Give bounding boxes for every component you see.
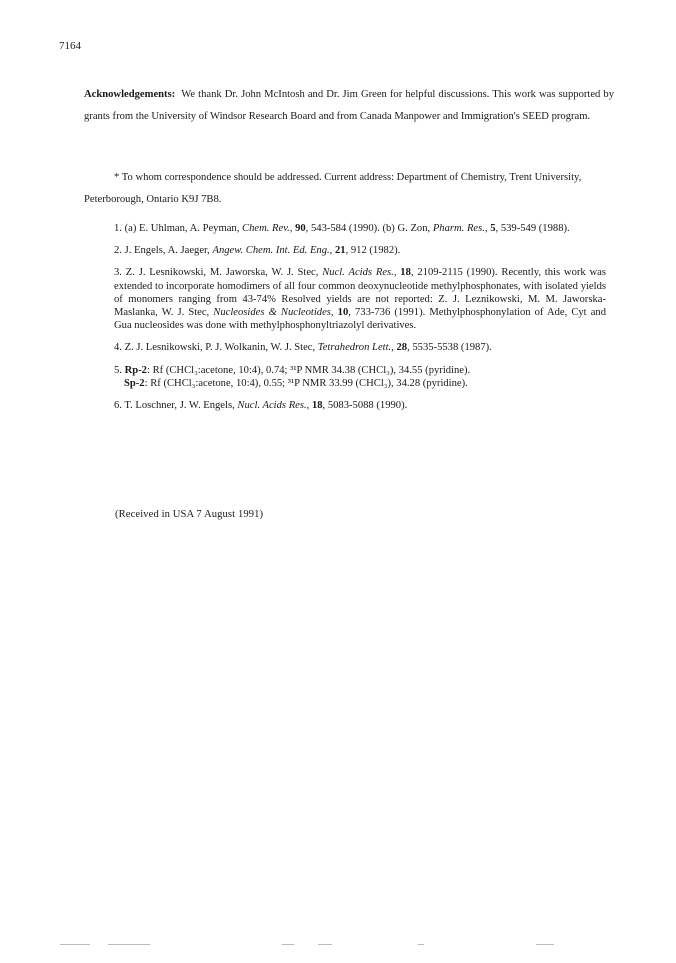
- reference-3: 3. Z. J. Lesnikowski, M. Jaworska, W. J. Stec, Nucl. Acids Res., 18, 2109-2115 (1990). Recently, this work was extended to incorporate homodimers of all four common deoxynucleotide methylphosphonates, with isolated yields of monomers ranging from 43-74% Resolved yields are not reported: Z. J. Leznikowski, M. M. Jaworska-Maslanka, W. J. Stec, Nucleosides & Nucleotides, 10, 733-736 (1991). Methylphosphonylation of Ade, Cyt and Gua nucleosides was done with methylphosphonyltriazolyl derivatives.: [114, 267, 607, 332]
- page-number: 7164: [59, 40, 81, 52]
- reference-6: 6. T. Loschner, J. W. Engels, Nucl. Acids Res., 18, 5083-5088 (1990).: [114, 400, 408, 412]
- footnote-text: To whom correspondence should be addressed. Current address: Department of Chemistry, Trent University, Peterborough, Ontario K9J 7B8.: [84, 172, 582, 205]
- acknowledgements-paragraph: [84, 84, 614, 128]
- acknowledgements-heading: Acknowledgements:: [84, 89, 176, 100]
- scan-artifact: [108, 944, 150, 945]
- reference-5: 5. Rp-2: Rf (CHCl₃:acetone, 10:4), 0.74; ³¹P NMR 34.38 (CHCl₃), 34.55 (pyridine). Sp-2: Rf (CHCl₃:acetone, 10:4), 0.55; ³¹P NMR 33.99 (CHCl₃), 34.28 (pyridine).: [114, 364, 606, 390]
- scan-artifact: [318, 944, 332, 945]
- reference-4: 4. Z. J. Lesnikowski, P. J. Wolkanin, W. J. Stec, Tetrahedron Lett., 28, 5535-5538 (1987).: [114, 342, 492, 354]
- scan-artifact: [60, 944, 90, 945]
- reference-list: [114, 222, 606, 421]
- correspondence-footnote: [84, 167, 614, 211]
- scan-artifact: [536, 944, 554, 945]
- scan-artifact: [282, 944, 294, 945]
- scan-artifact: [418, 944, 424, 945]
- reference-5-sp-line: Sp-2: Rf (CHCl₃:acetone, 10:4), 0.55; ³¹P NMR 33.99 (CHCl₃), 34.28 (pyridine).: [124, 377, 468, 389]
- reference-2: 2. J. Engels, A. Jaeger, Angew. Chem. Int. Ed. Eng., 21, 912 (1982).: [114, 245, 401, 257]
- received-date: (Received in USA 7 August 1991): [115, 509, 264, 520]
- footnote-marker: *: [114, 172, 120, 183]
- reference-1: 1. (a) E. Uhlman, A. Peyman, Chem. Rev., 90, 543-584 (1990). (b) G. Zon, Pharm. Res., 5, 539-549 (1988).: [114, 223, 570, 234]
- acknowledgements-text: We thank Dr. John McIntosh and Dr. Jim Green for helpful discussions. This work was supported by grants from the University of Windsor Research Board and from Canada Manpower and Immigration's SEED program.: [84, 89, 615, 122]
